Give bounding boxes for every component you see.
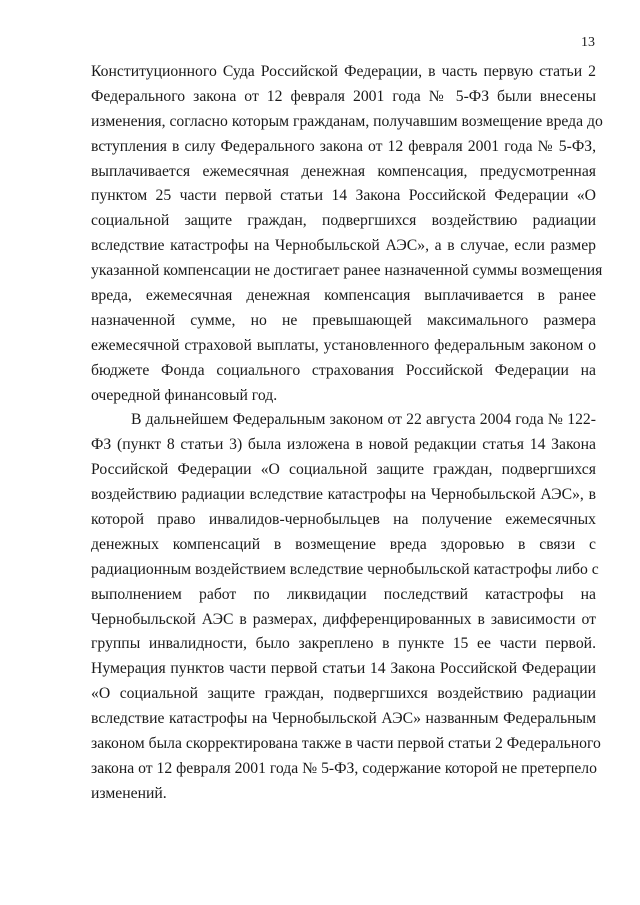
text-line: Чернобыльской АЭС в размерах, дифференцированных в зависимости от [91, 610, 596, 628]
text-line: указанной компенсации не достигает ранее назначенной суммы возмещения [91, 262, 603, 280]
text-line: Конституционного Суда Российской Федерации, в часть первую статьи 2 [91, 63, 596, 80]
paragraph [91, 408, 601, 806]
document-body [91, 60, 603, 807]
text-line: Российской Федерации «О социальной защите граждан, подвергшихся [91, 461, 596, 479]
text-line: группы инвалидности, было закреплено в пункте 15 ее части первой. [91, 635, 596, 653]
text-line: очередной финансовый год. [91, 386, 278, 404]
text-line: изменения, согласно которым гражданам, получавшим возмещение вреда до [91, 112, 603, 130]
text-line: «О социальной защите граждан, подвергшихся воздействию радиации [91, 685, 596, 703]
text-line: которой право инвалидов-чернобыльцев на получение ежемесячных [91, 511, 596, 529]
text-line: денежных компенсаций в возмещение вреда здоровью в связи с [91, 535, 596, 553]
text-line: вступления в силу Федерального закона от 12 февраля 2001 года № 5-ФЗ, [91, 137, 596, 155]
text-line: назначенной сумме, но не превышающей максимального размера [91, 311, 596, 329]
text-line: вследствие катастрофы на Чернобыльской АЭС», а в случае, если размер [91, 237, 596, 255]
text-line: пунктом 25 части первой статьи 14 Закона Российской Федерации «О [91, 187, 596, 205]
text-line: В дальнейшем Федеральным законом от 22 августа 2004 года № 122- [131, 411, 596, 429]
page-number: 13 [581, 35, 595, 50]
text-line: вследствие катастрофы на Чернобыльской АЭС» названным Федеральным [91, 710, 596, 728]
text-line: ежемесячной страховой выплаты, установленного федеральным законом о [91, 336, 596, 354]
text-line: бюджете Фонда социального страхования Российской Федерации на [91, 361, 596, 379]
text-line: изменений. [91, 784, 167, 802]
text-line: выполнением работ по ликвидации последствий катастрофы на [91, 585, 596, 603]
text-line: Федерального закона от 12 февраля 2001 года № 5-ФЗ были внесены [91, 87, 596, 105]
text-line: закона от 12 февраля 2001 года № 5-ФЗ, содержание которой не претерпело [91, 759, 597, 777]
text-line: радиационным воздействием вследствие чернобыльской катастрофы либо с [91, 560, 599, 578]
text-line: воздействию радиации вследствие катастрофы на Чернобыльской АЭС», в [91, 486, 596, 504]
text-line: законом была скорректирована также в части первой статьи 2 Федерального [91, 735, 601, 753]
text-line: выплачивается ежемесячная денежная компенсация, предусмотренная [91, 162, 596, 180]
text-line: социальной защите граждан, подвергшихся воздействию радиации [91, 212, 596, 230]
text-line: ФЗ (пункт 8 статьи 3) была изложена в новой редакции статья 14 Закона [91, 436, 596, 454]
text-line: Нумерация пунктов части первой статьи 14 Закона Российской Федерации [91, 660, 596, 678]
paragraph [91, 60, 603, 408]
text-line: вреда, ежемесячная денежная компенсация выплачивается в ранее [91, 287, 596, 305]
